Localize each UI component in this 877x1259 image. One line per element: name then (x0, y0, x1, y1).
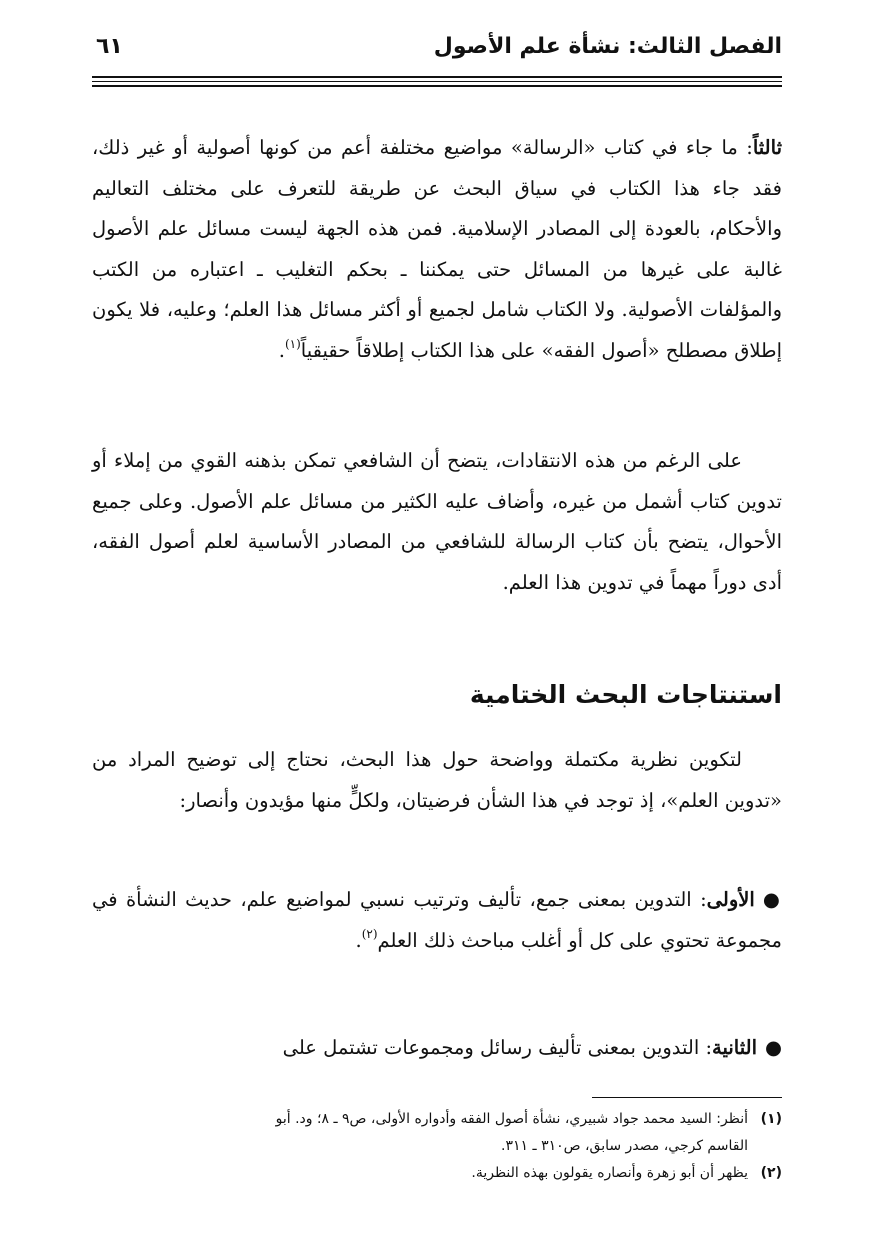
bullet-text: : التدوين بمعنى تأليف رسائل ومجموعات تشتمل على (282, 1036, 713, 1059)
footnote-text: أنظر: السيد محمد جواد شبيري، نشأة أصول الفقه وأدواره الأولى، ص٩ ـ ٨؛ ود. أبو (275, 1111, 748, 1127)
footnote-2 (92, 1160, 782, 1187)
bullet-item-first (92, 880, 782, 961)
header-rule-thick (92, 76, 782, 78)
header-rule-thin (92, 81, 782, 82)
bullet-text: : التدوين بمعنى جمع، تأليف وترتيب نسبي لمواضيع علم، حديث النشأة في مجموعة تحتوي على كل أو أغلب مباحث ذلك العلم (92, 888, 782, 952)
page-number: ٦١ (96, 34, 123, 59)
paragraph-intro-hypotheses (92, 740, 782, 821)
footnote-number: (١) (760, 1111, 782, 1127)
footnote-continuation: القاسم كرجي، مصدر سابق، ص٣١٠ ـ ٣١١. (501, 1138, 748, 1154)
bullet-lead-second: الثانية (712, 1036, 757, 1059)
bullet-item-second (92, 1028, 782, 1069)
bullet-end: . (355, 928, 362, 952)
footnote-text: يظهر أن أبو زهرة وأنصاره يقولون بهذه النظرية. (471, 1165, 748, 1181)
paragraph-text: لتكوين نظرية مكتملة وواضحة حول هذا البحث، نحتاج إلى توضيح المراد من «تدوين العلم»، إذ توجد في هذا الشأن فرضيتان، ولكلٍّ منها مؤيدون وأنصار: (92, 748, 782, 812)
footnotes (92, 1106, 782, 1187)
footnote-ref-1[interactable]: (١) (284, 336, 301, 351)
paragraph-text: على الرغم من هذه الانتقادات، يتضح أن الشافعي تمكن بذهنه القوي من إملاء أو تدوين كتاب أشمل من غيره، وأضاف عليه الكثير من مسائل علم الأصول. وعلى جميع الأحوال، يتضح بأن كتاب الرسالة للشافعي من المصادر الأساسية لعلم أصول الفقه، أدى دوراً مهماً في تدوين هذا العلم. (92, 449, 782, 594)
bullet-lead-first: الأولى (706, 888, 755, 911)
footnote-1 (92, 1106, 782, 1160)
bullet-dot-icon: ● (764, 1036, 782, 1059)
chapter-title: الفصل الثالث: نشأة علم الأصول (433, 34, 782, 59)
paragraph-lead-third: ثالثاً (752, 136, 782, 159)
bullet-dot-icon: ● (762, 888, 783, 911)
paragraph-third-point (92, 128, 782, 371)
footnote-ref-2[interactable]: (٢) (361, 926, 378, 941)
header-rule-bottom (92, 85, 782, 87)
paragraph-end: . (278, 338, 285, 362)
paragraph-text: : ما جاء في كتاب «الرسالة» مواضيع مختلفة أعم من كونها أصولية أو غير ذلك، فقد جاء هذا الكتاب في سياق البحث عن طريقة للتعرف على مختلف التعاليم والأحكام، بالعودة إلى المصادر الإسلامية. فمن هذه الجهة ليست مسائل علم الأصول غالبة على غيرها من المسائل حتى يمكننا ـ بحكم التغليب ـ اعتباره من الكتب والمؤلفات الأصولية. ولا الكتاب شامل لجميع أو أكثر مسائل هذا العلم؛ وعليه، فلا يكون إطلاق مصطلح «أصول الفقه» على هذا الكتاب إطلاقاً حقيقياً (92, 136, 782, 362)
footnote-number: (٢) (760, 1165, 782, 1181)
section-heading: استنتاجات البحث الختامية (469, 680, 782, 709)
paragraph-conclusion (92, 441, 782, 603)
footnote-rule (592, 1097, 782, 1098)
running-header (92, 34, 782, 74)
